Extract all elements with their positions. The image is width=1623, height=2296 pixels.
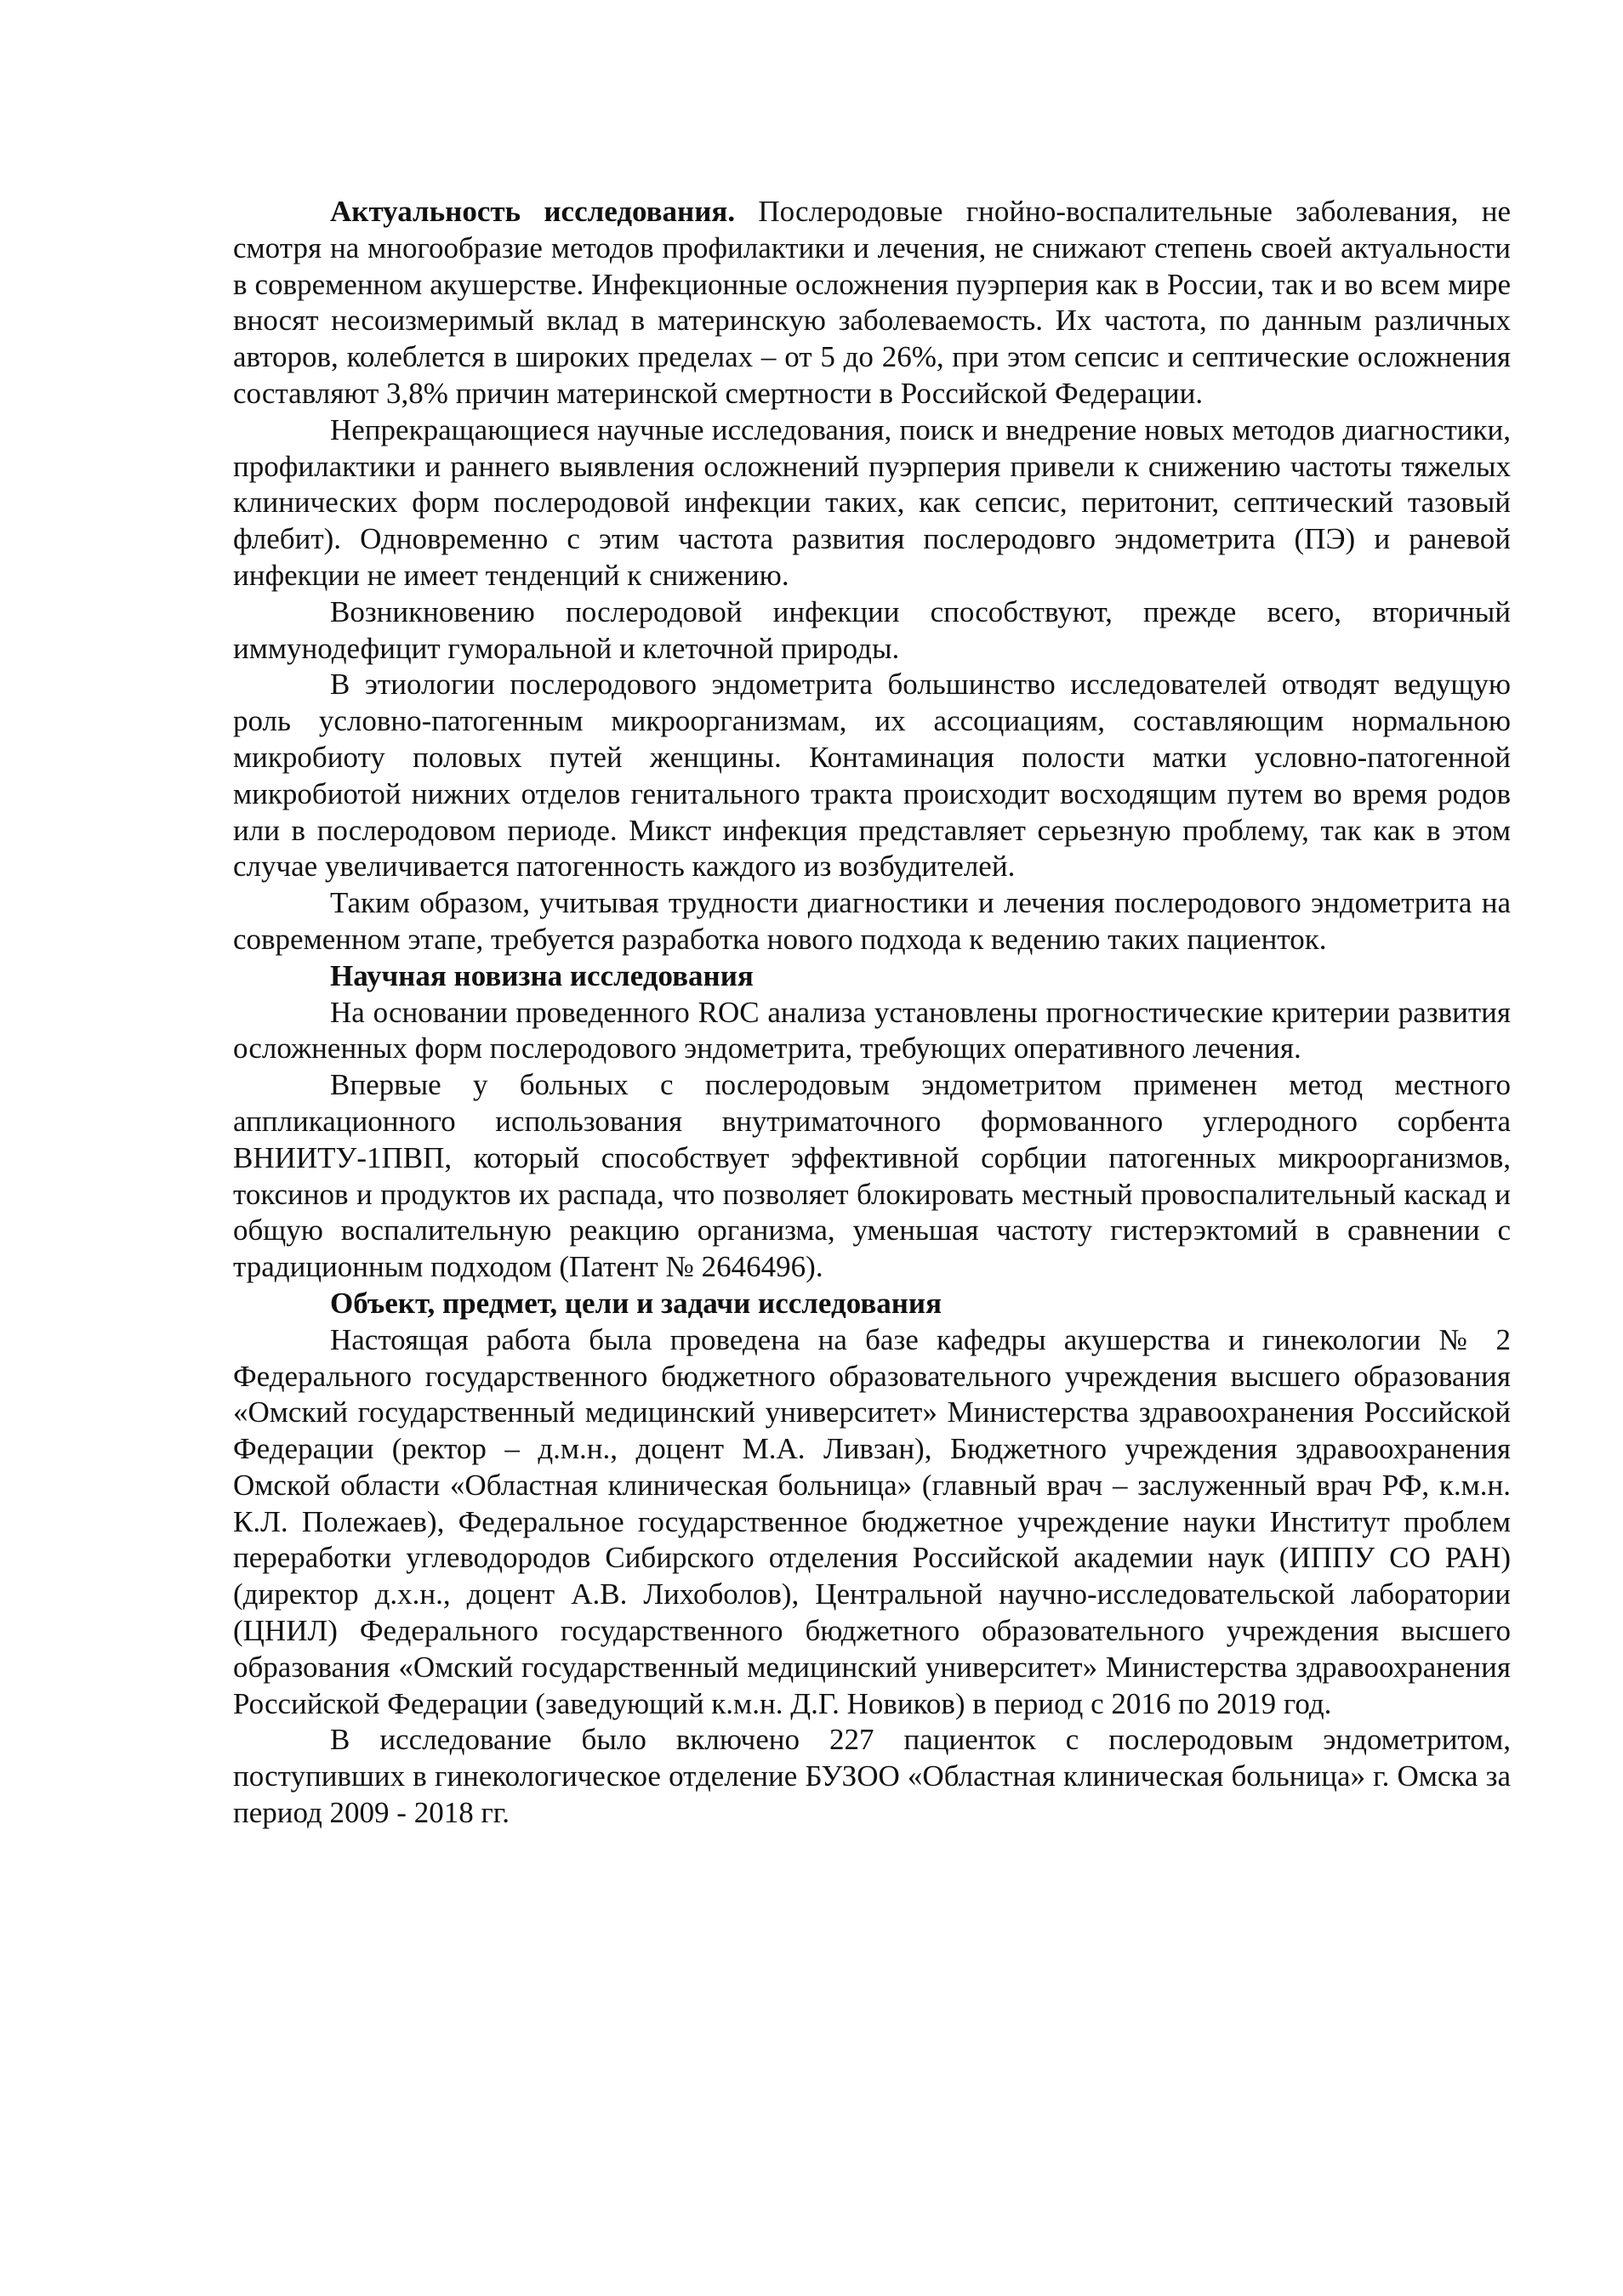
- object-paragraph-2: В исследование было включено 227 пациенток с послеродовым эндометритом, поступивших в гинекологическое отделение БУЗОО «Областная клиническая больница» г. Омска за период 2009 - 2018 гг.: [233, 1723, 1511, 1830]
- novelty-paragraph-1: На основании проведенного ROC анализа установлены прогностические критерии развития осложненных форм послеродового эндометрита, требующих оперативного лечения.: [233, 995, 1511, 1066]
- relevance-paragraph-4: В этиологии послеродового эндометрита большинство исследователей отводят ведущую роль условно-патогенным микроорганизмам, их ассоциациям, составляющим нормальною микробиоту половых путей женщины. Контаминация полости матки условно-патогенной микробиотой нижних отделов генитального тракта происходит восходящим путем во время родов или в послеродовом периоде. Микст инфекция представляет серьезную проблему, так как в этом случае увеличивается патогенность каждого из возбудителей.: [233, 668, 1511, 884]
- relevance-paragraph-3: Возникновению послеродовой инфекции способствуют, прежде всего, вторичный иммунодефицит гуморальной и клеточной природы.: [233, 594, 1511, 665]
- relevance-lead: Актуальность исследования.: [330, 195, 736, 228]
- object-heading: Объект, предмет, цели и задачи исследования: [330, 1286, 942, 1320]
- novelty-paragraph-2: Впервые у больных с послеродовым эндометритом применен метод местного аппликационного использования внутриматочного формованного углеродного сорбента ВНИИТУ-1ПВП, который способствует эффективной сорбции патогенных микроорганизмов, токсинов и продуктов их распада, что позволяет блокировать местный провоспалительный каскад и общую воспалительную реакцию организма, уменьшая частоту гистерэктомий в сравнении с традиционным подходом (Патент № 2646496).: [233, 1068, 1511, 1284]
- novelty-heading: Научная новизна исследования: [330, 958, 754, 992]
- relevance-paragraph-2: Непрекращающиеся научные исследования, поиск и внедрение новых методов диагностики, профилактики и раннего выявления осложнений пуэрперия привели к снижению частоты тяжелых клинических форм послеродовой инфекции таких, как сепсис, перитонит, септический тазовый флебит). Одновременно с этим частота развития послеродовго эндометрита (ПЭ) и раневой инфекции не имеет тенденций к снижению.: [233, 412, 1511, 592]
- relevance-paragraph-5: Таким образом, учитывая трудности диагностики и лечения послеродового эндометрита на современном этапе, требуется разработка нового подхода к ведению таких пациенток.: [233, 886, 1511, 956]
- relevance-paragraph: [233, 194, 1511, 412]
- document-page: [233, 194, 1511, 1832]
- relevance-text: Послеродовые гнойно-воспалительные заболевания, не смотря на многообразие методов профилактики и лечения, не снижают степень своей актуальности в современном акушерстве. Инфекционные осложнения пуэрперия как в России, так и во всем мире вносят несоизмеримый вклад в материнскую заболеваемость. Их частота, по данным различных авторов, колеблется в широких пределах – от 5 до 26%, при этом сепсис и септические осложнения составляют 3,8% причин материнской смертности в Российской Федерации.: [233, 195, 1511, 410]
- object-paragraph-1: Настоящая работа была проведена на базе кафедры акушерства и гинекологии № 2 Федерального государственного бюджетного образовательного учреждения высшего образования «Омский государственный медицинский университет» Министерства здравоохранения Российской Федерации (ректор – д.м.н., доцент М.А. Ливзан), Бюджетного учреждения здравоохранения Омской области «Областная клиническая больница» (главный врач – заслуженный врач РФ, к.м.н. К.Л. Полежаев), Федеральное государственное бюджетное учреждение науки Институт проблем переработки углеводородов Сибирского отделения Российской академии наук (ИППУ СО РАН) (директор д.х.н., доцент А.В. Лихоболов), Центральной научно-исследовательской лаборатории (ЦНИЛ) Федерального государственного бюджетного образовательного учреждения высшего образования «Омский государственный медицинский университет» Министерства здравоохранения Российской Федерации (заведующий к.м.н. Д.Г. Новиков) в период с 2016 по 2019 год.: [233, 1322, 1511, 1720]
